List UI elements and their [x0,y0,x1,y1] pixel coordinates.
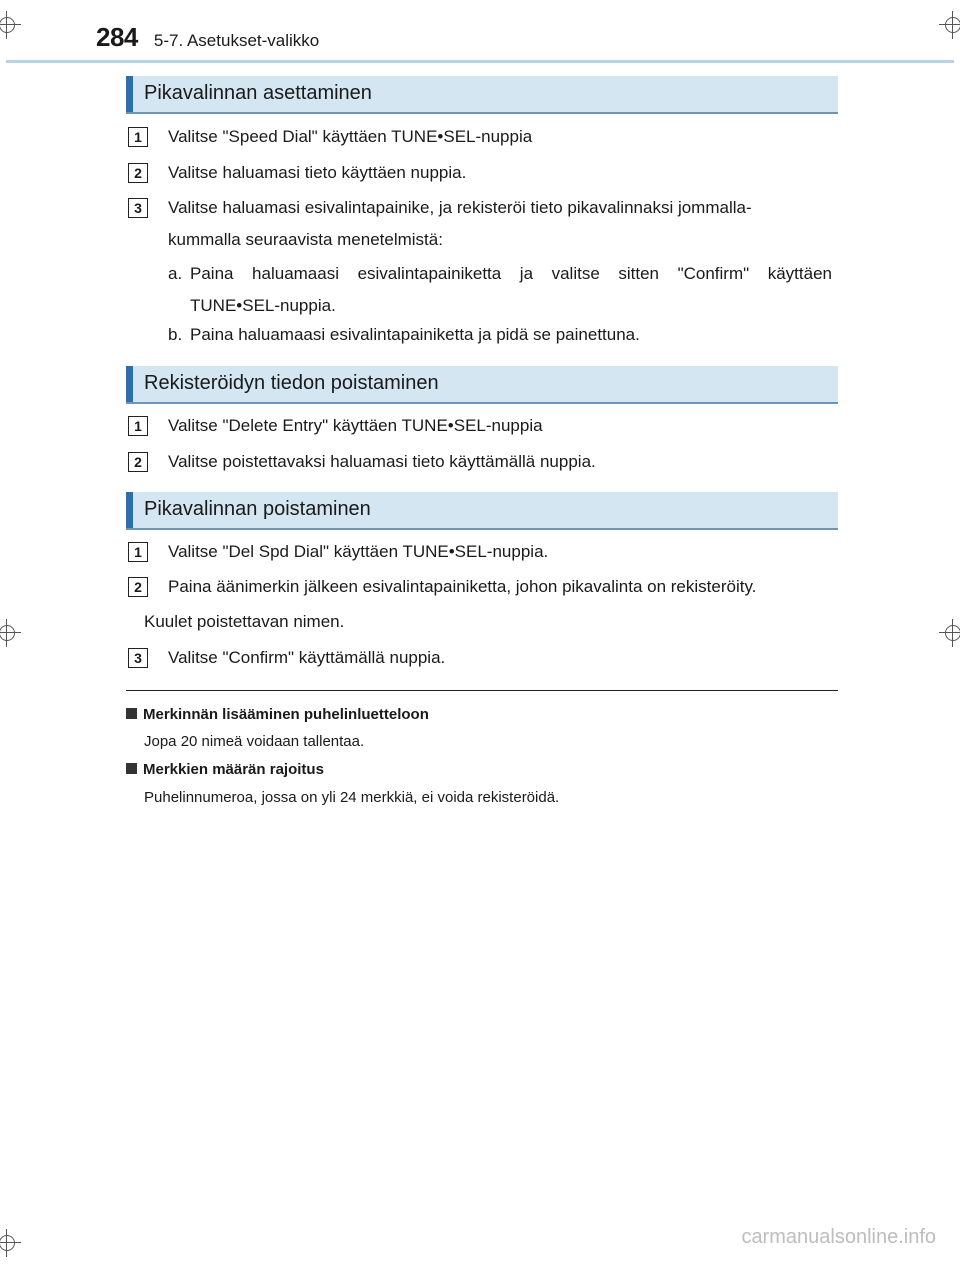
step-text: Valitse haluamasi tieto käyttäen nuppia. [168,163,467,182]
section-heading-delete-entry [126,366,838,404]
substep-text-line: Paina haluamaasi esivalintapainiketta ja valitse sitten "Confirm" käyttäen [190,264,832,283]
section-title: Pikavalinnan asettaminen [144,82,372,104]
page-number: 284 [96,22,138,52]
watermark: carmanualsonline.info [741,1226,936,1248]
crop-mark-mid-left [0,619,21,647]
step-number: 1 [128,416,148,436]
step-number: 1 [128,542,148,562]
step-text: Paina äänimerkin jälkeen esivalintapainiketta, johon pikavalinta on rekisteröity. [168,577,757,596]
header-rule [6,60,954,63]
note-heading [126,704,429,726]
step-text-line: Valitse haluamasi esivalintapainike, ja rekisteröi tieto pikavalinnaksi jommalla- [168,198,752,217]
section-accent-bar [126,366,133,402]
step-text: Valitse "Speed Dial" käyttäen TUNE•SEL-nuppia [168,127,533,146]
substep-label: b. [168,325,183,344]
section-title: Pikavalinnan poistaminen [144,498,371,520]
step-number: 3 [128,198,148,218]
crop-mark-bottom-left [0,1229,21,1257]
step-item [128,194,828,256]
substep-item [168,260,832,322]
step-text: Valitse poistettavaksi haluamasi tieto käyttämällä nuppia. [168,452,596,471]
page-header [96,22,319,53]
note-text: Jopa 20 nimeä voidaan tallentaa. [144,733,365,750]
step-text: Valitse "Confirm" käyttämällä nuppia. [168,648,446,667]
step-text: Valitse "Delete Entry" käyttäen TUNE•SEL-nuppia [168,416,543,435]
chapter-title: 5-7. Asetukset-valikko [153,31,320,50]
step-text [168,194,828,254]
step-number: 2 [128,163,148,183]
crop-mark-mid-right [939,619,960,647]
note-title-text: Merkkien määrän rajoitus [143,761,324,778]
step-number: 2 [128,452,148,472]
step-text-line: kummalla seuraavista menetelmistä: [168,230,443,249]
crop-mark-top-left [0,11,21,39]
section-heading-set-speed-dial [126,76,838,114]
substep-text-line: TUNE•SEL-nuppia. [190,296,336,315]
substep-label: a. [168,264,183,283]
step-text: Valitse "Del Spd Dial" käyttäen TUNE•SEL-nuppia. [168,542,549,561]
substep-text: Paina haluamaasi esivalintapainiketta ja pidä se painettuna. [190,325,640,344]
square-bullet-icon [126,763,137,774]
notes-divider [126,690,838,691]
section-accent-bar [126,492,133,528]
note-text: Puhelinnumeroa, jossa on yli 24 merkkiä, ei voida rekisteröidä. [144,789,560,806]
substep-text [190,260,832,320]
section-heading-delete-speed-dial [126,492,838,530]
note-heading [126,759,324,781]
step-number: 1 [128,127,148,147]
step-number: 2 [128,577,148,597]
step-number: 3 [128,648,148,668]
section-accent-bar [126,76,133,112]
square-bullet-icon [126,708,137,719]
step-note: Kuulet poistettavan nimen. [144,612,345,631]
section-title: Rekisteröidyn tiedon poistaminen [144,372,439,394]
note-title-text: Merkinnän lisääminen puhelinluetteloon [143,706,429,723]
crop-mark-top-right [939,11,960,39]
